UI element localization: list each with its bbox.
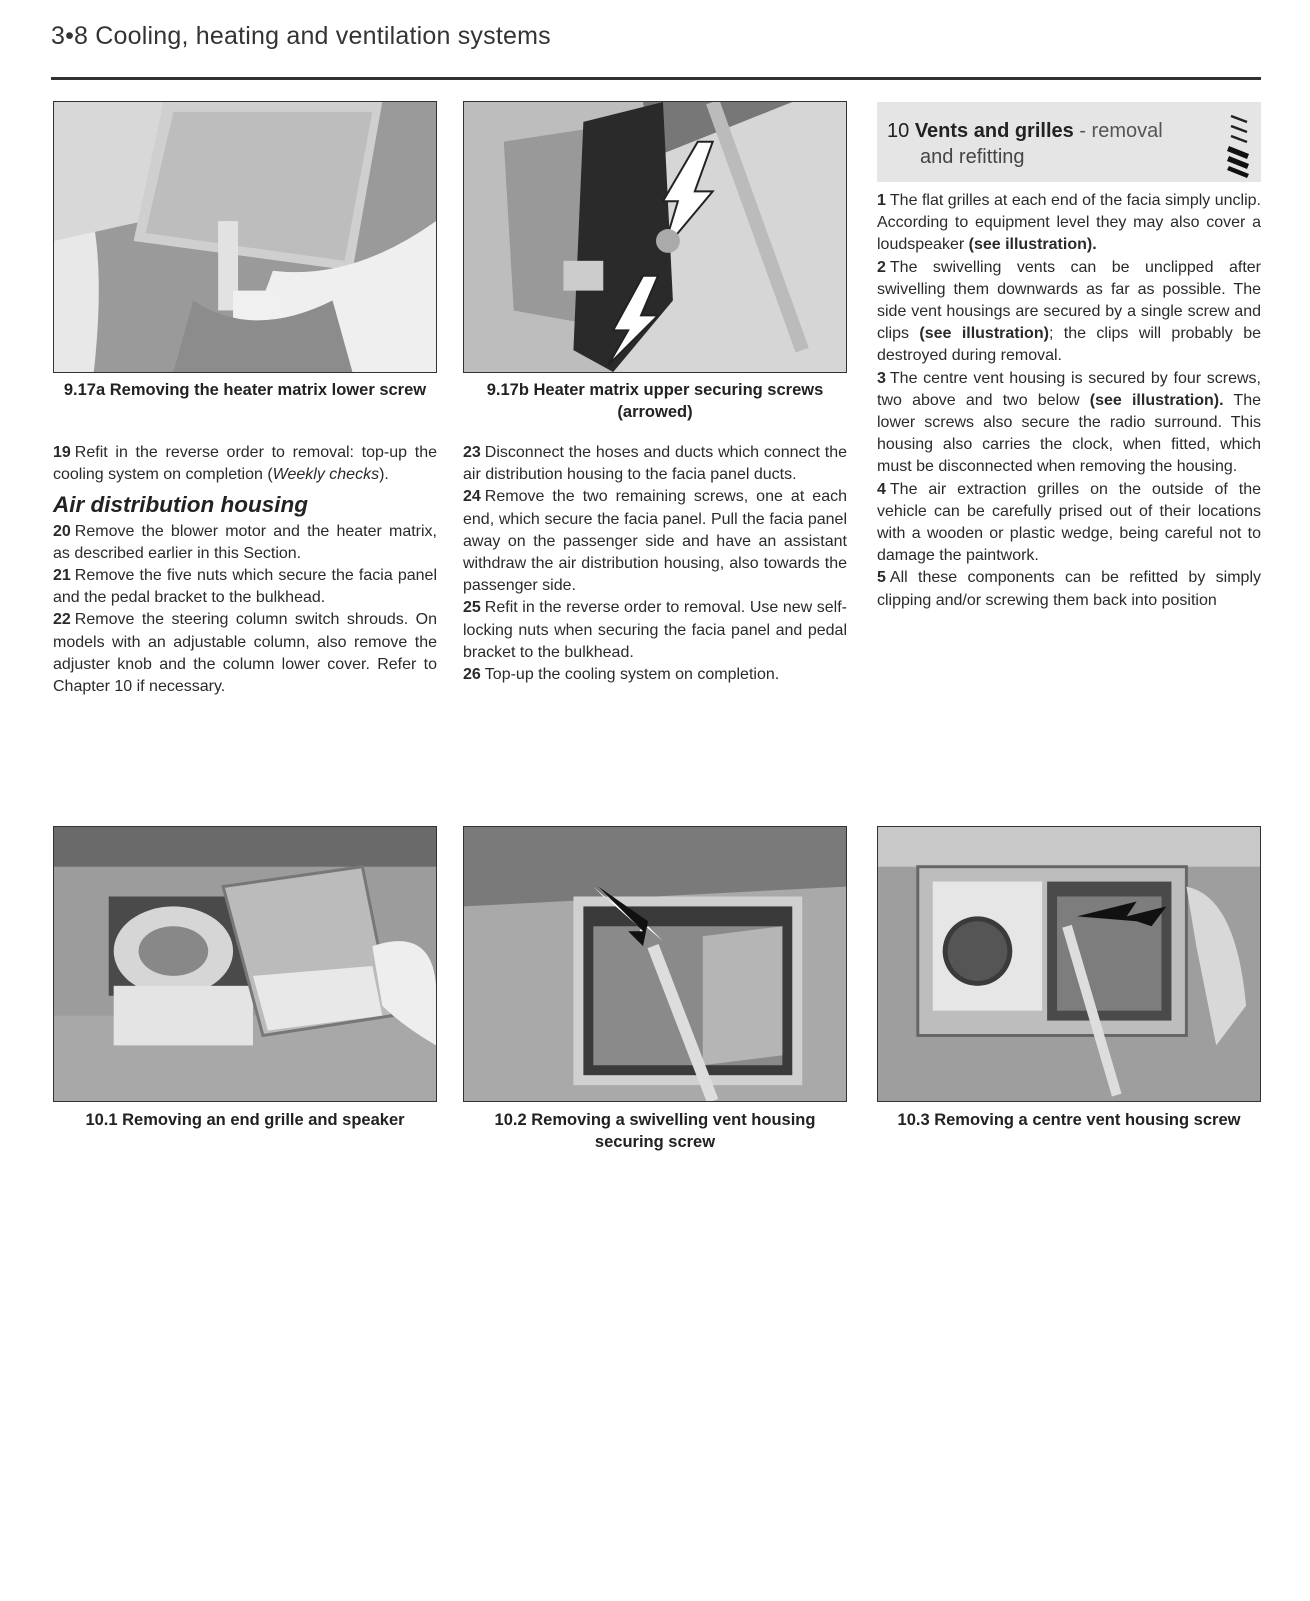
paragraph-23: 23 Disconnect the hoses and ducts which connect the air distribution housing to the facia panel ducts.	[463, 444, 847, 484]
caption-9-17a: 9.17a Removing the heater matrix lower screw	[63, 381, 427, 399]
paragraph-10-2: 2 The swivelling vents can be unclipped after swivelling them downwards as far as possible. The side vent housings are secured by a single screw and clips (see illustration); the clips will probably be destroyed during removal.	[877, 258, 1262, 365]
spanner-difficulty-icon	[1225, 108, 1255, 178]
caption-10-2: 10.2 Removing a swivelling vent housing securing screw	[494, 1111, 816, 1151]
paragraph-19: 19 Refit in the reverse order to removal: top-up the cooling system on completion (Weekly checks).	[53, 444, 437, 484]
photo-end-grille-speaker	[53, 826, 437, 1102]
paragraph-20: 20 Remove the blower motor and the heater matrix, as described earlier in this Section.	[53, 522, 437, 562]
paragraph-25: 25 Refit in the reverse order to removal. Use new self-locking nuts when securing the facia panel and pedal bracket to the bulkhead.	[463, 599, 847, 661]
section-10-title-line2: and refitting	[920, 146, 1025, 168]
paragraph-10-5: 5 All these components can be refitted by simply clipping and/or screwing them back into position	[877, 569, 1261, 609]
column-1-text	[53, 442, 437, 698]
photo-swivelling-vent-screw	[463, 826, 847, 1102]
paragraph-10-4: 4 The air extraction grilles on the outside of the vehicle can be carefully prised out of their locations with a wooden or plastic wedge, being careful not to damage the paintwork.	[877, 480, 1261, 565]
paragraph-10-3: 3 The centre vent housing is secured by four screws, two above and two below (see illustration). The lower screws also secure the radio surround. This housing also carries the clock, when fitted, which must be disconnected when removing the housing.	[877, 369, 1262, 476]
column-3-text	[877, 190, 1261, 612]
photo-heater-matrix-lower-screw	[53, 101, 437, 373]
subheading-air-distribution-housing: Air distribution housing	[53, 492, 308, 518]
page-title: 3•8 Cooling, heating and ventilation systems	[51, 22, 551, 50]
paragraph-22: 22 Remove the steering column switch shrouds. On models with an adjustable column, also remove the adjuster knob and the column lower cover. Refer to Chapter 10 if necessary.	[53, 611, 437, 696]
section-10-title-line1: 10 Vents and grilles - removal	[887, 120, 1163, 142]
page-header	[51, 22, 1261, 80]
caption-10-1: 10.1 Removing an end grille and speaker	[85, 1111, 405, 1129]
photo-centre-vent-housing-screw	[877, 826, 1261, 1102]
paragraph-26: 26 Top-up the cooling system on completion.	[463, 666, 780, 684]
caption-9-17b: 9.17b Heater matrix upper securing screws (arrowed)	[486, 381, 824, 421]
photo-heater-matrix-upper-screws	[463, 101, 847, 373]
paragraph-24: 24 Remove the two remaining screws, one at each end, which secure the facia panel. Pull the facia panel away on the passenger side and have an assistant withdraw the air distribution housing, also towards the passenger side.	[463, 488, 847, 595]
column-2-text	[463, 442, 847, 686]
section-10-heading	[877, 102, 1261, 182]
caption-10-3: 10.3 Removing a centre vent housing screw	[897, 1111, 1241, 1129]
paragraph-10-1: 1 The flat grilles at each end of the facia simply unclip. According to equipment level they may also cover a loudspeaker (see illustration).	[877, 192, 1261, 254]
paragraph-21: 21 Remove the five nuts which secure the facia panel and the pedal bracket to the bulkhead.	[53, 567, 437, 607]
